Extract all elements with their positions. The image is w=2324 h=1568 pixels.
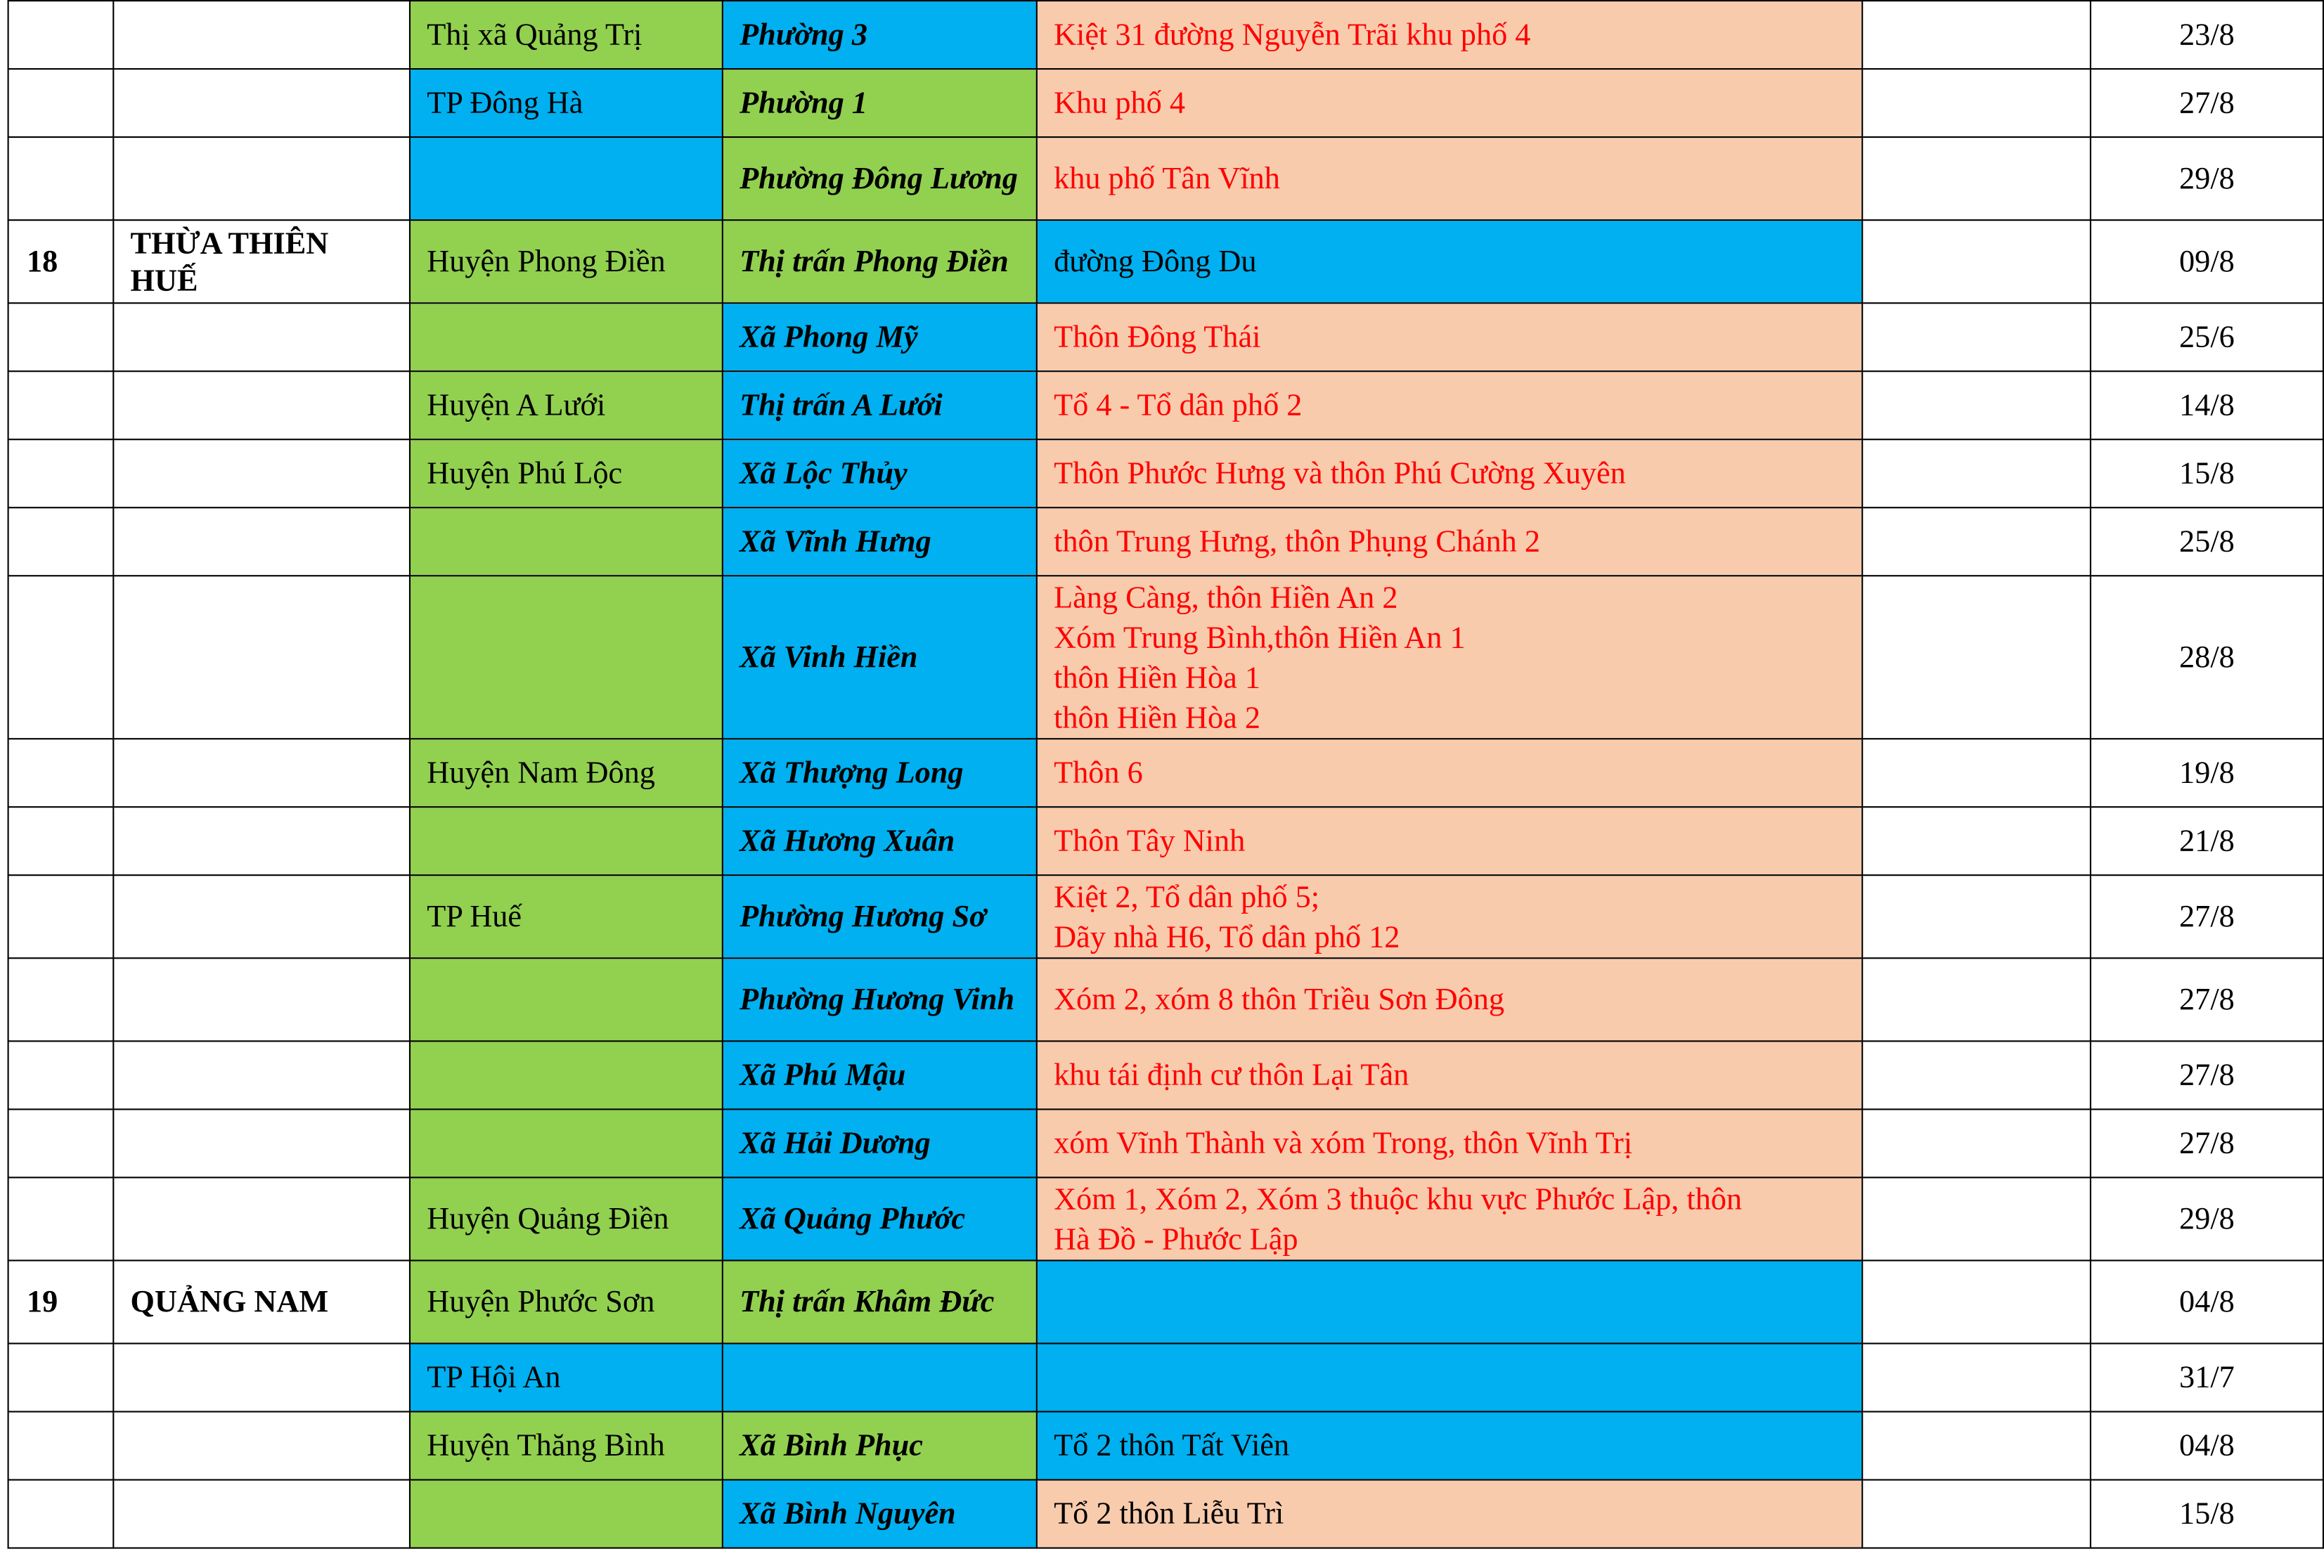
ward-cell: Xã Quảng Phước (723, 1177, 1037, 1260)
address-line: Thôn 6 (1054, 754, 1143, 790)
note-cell (1862, 137, 2091, 220)
district-cell (410, 576, 723, 739)
row-number-cell (8, 875, 114, 958)
district-cell: Thị xã Quảng Trị (410, 1, 723, 69)
table-row (8, 739, 2323, 807)
district-cell: Huyện Phú Lộc (410, 439, 723, 507)
date-cell: 25/6 (2091, 303, 2323, 371)
address-line: Thôn Đông Thái (1054, 318, 1261, 354)
note-cell (1862, 69, 2091, 137)
date-cell: 21/8 (2091, 807, 2323, 875)
address-line: Xóm Trung Bình,thôn Hiền An 1 (1054, 618, 1466, 654)
row-number-cell (8, 1480, 114, 1548)
note-cell (1862, 1109, 2091, 1177)
address-cell (1037, 1041, 1862, 1109)
table-row (8, 69, 2323, 137)
address-line: thôn Hiền Hòa 1 (1054, 659, 1260, 694)
row-number-cell (8, 1177, 114, 1260)
address-cell (1037, 1480, 1862, 1548)
date-cell: 25/8 (2091, 507, 2323, 576)
district-cell: Huyện Quảng Điền (410, 1177, 723, 1260)
address-cell (1037, 137, 1862, 220)
date-cell: 28/8 (2091, 576, 2323, 739)
province-cell (113, 507, 410, 576)
note-cell (1862, 1177, 2091, 1260)
address-cell (1037, 807, 1862, 875)
note-cell (1862, 371, 2091, 439)
district-cell: TP Hội An (410, 1344, 723, 1412)
date-cell: 27/8 (2091, 958, 2323, 1041)
ward-cell: Xã Lộc Thủy (723, 439, 1037, 507)
row-number-cell: 19 (8, 1260, 114, 1343)
address-line: Tổ 4 - Tổ dân phố 2 (1054, 387, 1303, 422)
ward-cell: Xã Hương Xuân (723, 807, 1037, 875)
row-number-cell (8, 439, 114, 507)
province-cell: THỪA THIÊN HUẾ (113, 220, 410, 303)
table-row (8, 371, 2323, 439)
district-cell: Huyện Thăng Bình (410, 1412, 723, 1480)
row-number-cell (8, 303, 114, 371)
note-cell (1862, 1041, 2091, 1109)
table-row (8, 875, 2323, 958)
ward-cell: Xã Phong Mỹ (723, 303, 1037, 371)
note-cell (1862, 875, 2091, 958)
province-cell (113, 69, 410, 137)
province-cell (113, 137, 410, 220)
address-cell (1037, 1412, 1862, 1480)
address-line: khu tái định cư thôn Lại Tân (1054, 1056, 1409, 1093)
table-row (8, 1260, 2323, 1343)
note-cell (1862, 303, 2091, 371)
address-line: Thôn Tây Ninh (1054, 822, 1246, 858)
province-cell (113, 807, 410, 875)
province-cell: QUẢNG NAM (113, 1260, 410, 1343)
date-cell: 27/8 (2091, 1109, 2323, 1177)
ward-cell: Phường Đông Lương (723, 137, 1037, 220)
address-cell (1037, 958, 1862, 1041)
province-cell (113, 1177, 410, 1260)
date-cell: 27/8 (2091, 69, 2323, 137)
province-cell (113, 1344, 410, 1412)
ward-cell: Phường Hương Vinh (723, 958, 1037, 1041)
date-cell: 29/8 (2091, 1177, 2323, 1260)
row-number-cell (8, 807, 114, 875)
province-cell (113, 875, 410, 958)
district-cell: Huyện Phước Sơn (410, 1260, 723, 1343)
district-cell: TP Huế (410, 875, 723, 958)
ward-cell: Phường 1 (723, 69, 1037, 137)
ward-cell (723, 1344, 1037, 1412)
address-line: khu phố Tân Vĩnh (1054, 160, 1280, 196)
ward-cell: Phường 3 (723, 1, 1037, 69)
row-number-cell (8, 507, 114, 576)
ward-cell: Phường Hương Sơ (723, 875, 1037, 958)
table-row (8, 507, 2323, 576)
date-cell: 09/8 (2091, 220, 2323, 303)
address-line: Dãy nhà H6, Tổ dân phố 12 (1054, 918, 1400, 954)
province-cell (113, 303, 410, 371)
address-line: Khu phố 4 (1054, 84, 1186, 120)
district-cell: Huyện Nam Đông (410, 739, 723, 807)
note-cell (1862, 220, 2091, 303)
table-row (8, 1480, 2323, 1548)
row-number-cell (8, 371, 114, 439)
date-cell: 19/8 (2091, 739, 2323, 807)
date-cell: 04/8 (2091, 1260, 2323, 1343)
province-cell (113, 1041, 410, 1109)
district-cell (410, 807, 723, 875)
address-line: Kiệt 2, Tổ dân phố 5; (1054, 878, 1320, 914)
row-number-cell (8, 1041, 114, 1109)
address-line: Xóm 2, xóm 8 thôn Triều Sơn Đông (1054, 980, 1504, 1017)
note-cell (1862, 1260, 2091, 1343)
address-cell (1037, 1344, 1862, 1412)
province-cell (113, 1480, 410, 1548)
ward-cell: Xã Bình Phục (723, 1412, 1037, 1480)
district-cell: Huyện A Lưới (410, 371, 723, 439)
province-cell (113, 1, 410, 69)
address-cell (1037, 371, 1862, 439)
table-row (8, 1177, 2323, 1260)
address-cell (1037, 439, 1862, 507)
address-cell (1037, 1, 1862, 69)
date-cell: 15/8 (2091, 439, 2323, 507)
address-cell (1037, 875, 1862, 958)
address-cell (1037, 220, 1862, 303)
province-cell (113, 439, 410, 507)
address-line: thôn Trung Hưng, thôn Phụng Chánh 2 (1054, 523, 1541, 559)
row-number-cell (8, 1344, 114, 1412)
note-cell (1862, 1480, 2091, 1548)
date-cell: 27/8 (2091, 1041, 2323, 1109)
table-row (8, 1412, 2323, 1480)
row-number-cell: 18 (8, 220, 114, 303)
district-cell (410, 958, 723, 1041)
ward-cell: Xã Bình Nguyên (723, 1480, 1037, 1548)
province-cell (113, 958, 410, 1041)
row-number-cell (8, 739, 114, 807)
table-row (8, 303, 2323, 371)
date-cell: 29/8 (2091, 137, 2323, 220)
province-cell (113, 1109, 410, 1177)
table-row (8, 439, 2323, 507)
district-cell (410, 507, 723, 576)
row-number-cell (8, 69, 114, 137)
ward-cell: Xã Hải Dương (723, 1109, 1037, 1177)
row-number-cell (8, 1, 114, 69)
note-cell (1862, 576, 2091, 739)
note-cell (1862, 507, 2091, 576)
table-row (8, 1344, 2323, 1412)
table-row (8, 807, 2323, 875)
date-cell: 23/8 (2091, 1, 2323, 69)
district-cell: TP Đông Hà (410, 69, 723, 137)
table-body (8, 1, 2323, 1548)
ward-cell: Xã Vinh Hiền (723, 576, 1037, 739)
address-line: Kiệt 31 đường Nguyễn Trãi khu phố 4 (1054, 16, 1531, 52)
row-number-cell (8, 1109, 114, 1177)
district-cell (410, 137, 723, 220)
address-line: Làng Càng, thôn Hiền An 2 (1054, 578, 1398, 615)
ward-cell: Thị trấn A Lưới (723, 371, 1037, 439)
district-cell (410, 303, 723, 371)
row-number-cell (8, 576, 114, 739)
province-cell (113, 1412, 410, 1480)
address-line: Hà Đồ - Phước Lập (1054, 1220, 1298, 1257)
district-cell: Huyện Phong Điền (410, 220, 723, 303)
note-cell (1862, 439, 2091, 507)
address-cell (1037, 1177, 1862, 1260)
province-cell (113, 371, 410, 439)
ward-cell: Thị trấn Khâm Đức (723, 1260, 1037, 1343)
note-cell (1862, 1412, 2091, 1480)
row-number-cell (8, 1412, 114, 1480)
table-row (8, 1041, 2323, 1109)
row-number-cell (8, 137, 114, 220)
ward-cell: Xã Vĩnh Hưng (723, 507, 1037, 576)
row-number-cell (8, 958, 114, 1041)
ward-cell: Xã Phú Mậu (723, 1041, 1037, 1109)
address-cell (1037, 303, 1862, 371)
ward-cell: Thị trấn Phong Điền (723, 220, 1037, 303)
address-cell (1037, 1109, 1862, 1177)
province-cell (113, 576, 410, 739)
date-cell: 31/7 (2091, 1344, 2323, 1412)
table-row (8, 958, 2323, 1041)
note-cell (1862, 807, 2091, 875)
date-cell: 04/8 (2091, 1412, 2323, 1480)
address-cell (1037, 576, 1862, 739)
table-row (8, 576, 2323, 739)
note-cell (1862, 1344, 2091, 1412)
district-cell (410, 1041, 723, 1109)
address-line: Tổ 2 thôn Liễu Trì (1054, 1495, 1284, 1531)
address-line: Tổ 2 thôn Tất Viên (1054, 1427, 1290, 1463)
table-row (8, 220, 2323, 303)
table-row (8, 1109, 2323, 1177)
note-cell (1862, 958, 2091, 1041)
ward-cell: Xã Thượng Long (723, 739, 1037, 807)
address-cell (1037, 69, 1862, 137)
date-cell: 15/8 (2091, 1480, 2323, 1548)
note-cell (1862, 739, 2091, 807)
address-line: Xóm 1, Xóm 2, Xóm 3 thuộc khu vực Phước Lập, thôn (1054, 1180, 1743, 1217)
address-cell (1037, 1260, 1862, 1343)
date-cell: 27/8 (2091, 875, 2323, 958)
note-cell (1862, 1, 2091, 69)
address-line: Thôn Phước Hưng và thôn Phú Cường Xuyên (1054, 455, 1626, 491)
province-cell (113, 739, 410, 807)
address-cell (1037, 507, 1862, 576)
address-line: đường Đông Du (1054, 242, 1257, 279)
district-cell (410, 1480, 723, 1548)
address-line: thôn Hiền Hòa 2 (1054, 699, 1260, 734)
address-cell (1037, 739, 1862, 807)
table-row (8, 137, 2323, 220)
date-cell: 14/8 (2091, 371, 2323, 439)
address-line: xóm Vĩnh Thành và xóm Trong, thôn Vĩnh Trị (1054, 1125, 1633, 1161)
outbreak-locations-table (8, 0, 2324, 1549)
district-cell (410, 1109, 723, 1177)
table-row (8, 1, 2323, 69)
